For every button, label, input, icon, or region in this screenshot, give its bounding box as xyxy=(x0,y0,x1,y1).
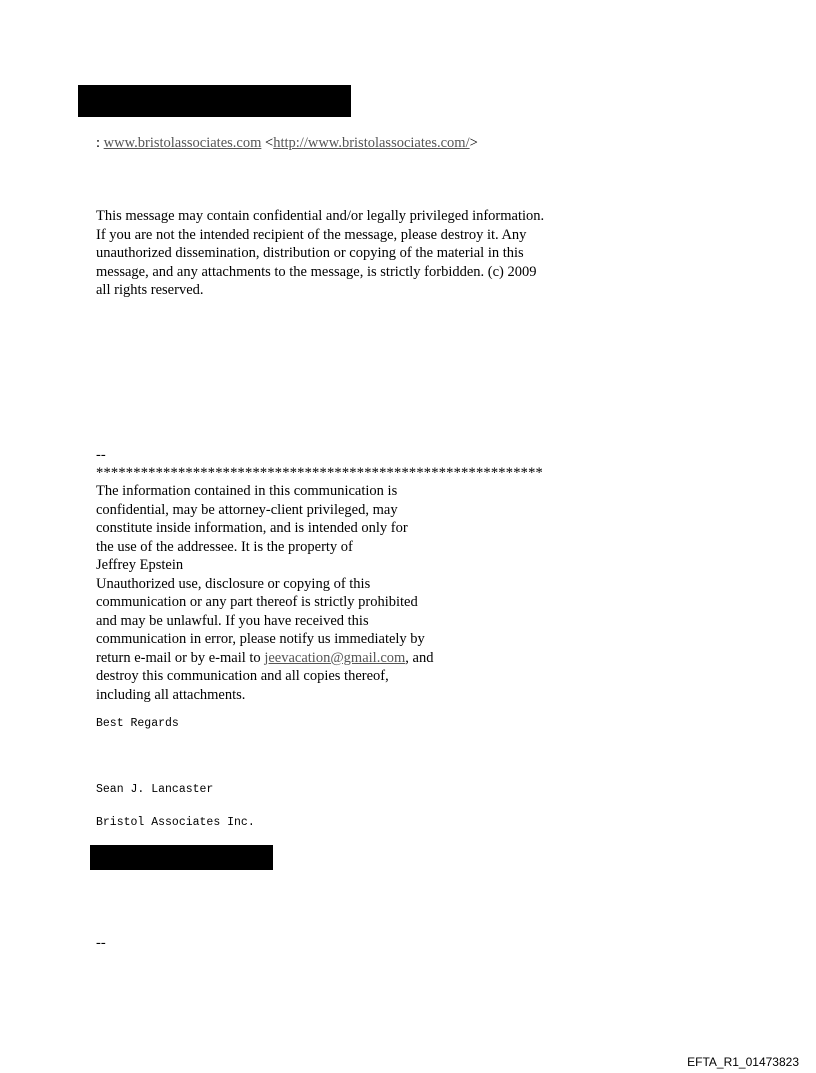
document-id: EFTA_R1_01473823 xyxy=(687,1055,799,1069)
email-line-prefix: return e-mail or by e-mail to xyxy=(96,649,265,666)
website-href-link[interactable]: http://www.bristolassociates.com/ xyxy=(273,135,470,151)
disclaimer-email-line xyxy=(96,649,433,668)
signature-name: Sean J. Lancaster xyxy=(96,783,214,796)
notice-line: If you are not the intended recipient of the message, please destroy it. Any xyxy=(96,226,527,243)
website-lt: < xyxy=(261,135,274,151)
email-link[interactable]: jeevacation@gmail.com xyxy=(264,649,406,666)
disclaimer-line: Jeffrey Epstein xyxy=(96,557,184,573)
disclaimer-line: communication in error, please notify us immediately by xyxy=(96,631,425,647)
disclaimer-line: confidential, may be attorney-client privileged, may xyxy=(96,501,398,518)
signature-company: Bristol Associates Inc. xyxy=(96,816,255,829)
disclaimer-line: including all attachments. xyxy=(96,686,246,703)
website-prefix: : xyxy=(96,135,104,151)
redaction-block-header xyxy=(78,85,351,117)
disclaimer-line: communication or any part thereof is strictly prohibited xyxy=(96,594,418,610)
notice-line: unauthorized dissemination, distribution or copying of the material in this xyxy=(96,245,524,261)
email-line-suffix: , and xyxy=(405,649,434,666)
disclaimer-line: the use of the addressee. It is the property of xyxy=(96,538,353,555)
confidentiality-notice xyxy=(96,207,544,300)
separator-dashes-bottom: -- xyxy=(96,935,106,951)
website-link[interactable]: www.bristolassociates.com xyxy=(103,135,262,151)
notice-line: This message may contain confidential and/or legally privileged information. xyxy=(96,208,545,224)
redaction-block-signature xyxy=(90,845,273,870)
website-line xyxy=(96,134,478,153)
separator-dashes: -- xyxy=(96,447,106,463)
disclaimer-line: Unauthorized use, disclosure or copying of this xyxy=(96,575,371,592)
disclaimer-line: destroy this communication and all copies thereof, xyxy=(96,668,389,684)
legal-disclaimer xyxy=(96,482,433,704)
disclaimer-line: and may be unlawful. If you have received this xyxy=(96,612,369,629)
disclaimer-line: The information contained in this communication is xyxy=(96,483,398,499)
signature-regards: Best Regards xyxy=(96,717,179,730)
notice-line: all rights reserved. xyxy=(96,282,204,298)
website-gt: > xyxy=(469,135,478,151)
notice-line: message, and any attachments to the message, is strictly forbidden. (c) 2009 xyxy=(96,263,537,280)
asterisk-separator: ************************************************************ xyxy=(96,465,543,481)
disclaimer-line: constitute inside information, and is intended only for xyxy=(96,520,408,536)
